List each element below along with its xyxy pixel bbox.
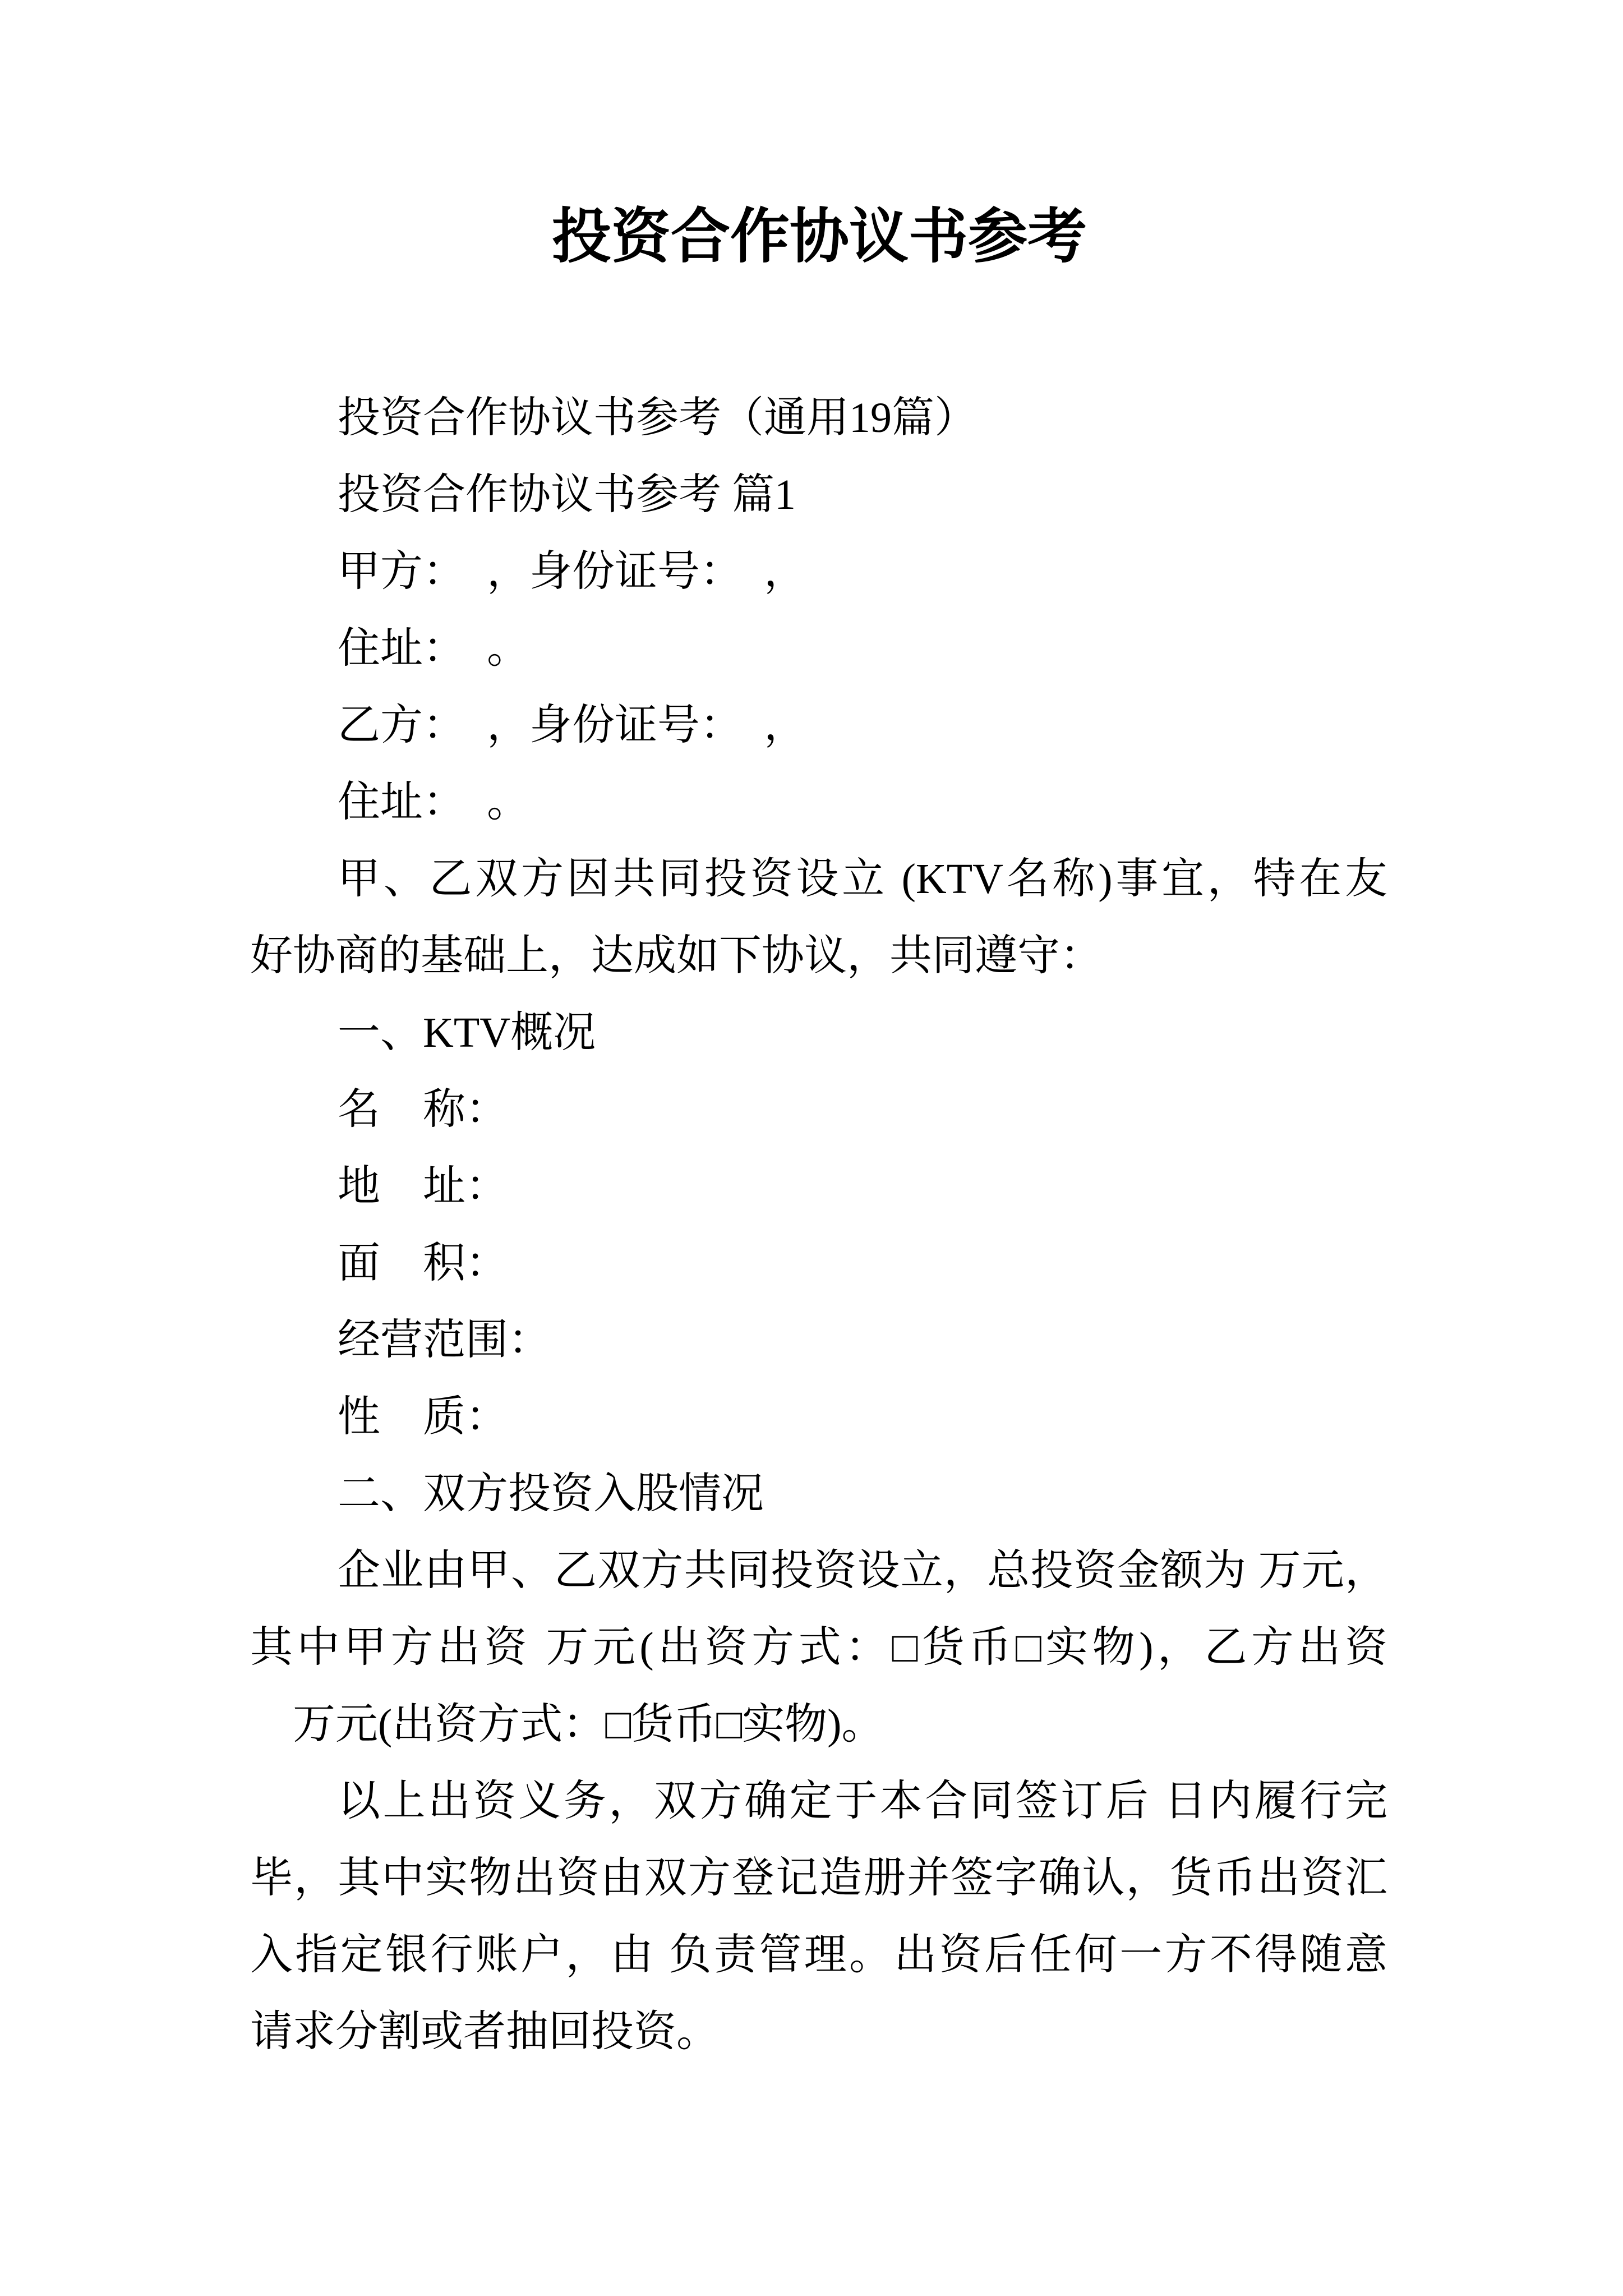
text-line: 名 称： [338,1086,508,1133]
text-line: 以上出资义务，双方确定于本合同签订后 日内履行完 [338,1778,1387,1825]
document-body [250,380,1387,2070]
contribution-terms-paragraph [250,1763,1387,2070]
text-line: 入指定银行账户，由 负责管理。出资后任何一方不得随意 [250,1931,1387,1978]
text-line: 二、双方投资入股情况 [338,1470,764,1517]
field-nature [250,1379,1387,1456]
field-address [250,1148,1387,1225]
text-line: 投资合作协议书参考（通用19篇） [338,394,977,441]
article-heading [250,457,1387,533]
collection-heading [250,380,1387,457]
text-line: 万元(出资方式：□货币□实物)。 [250,1701,884,1748]
text-line: 一、KTV概况 [338,1009,596,1056]
text-line: 请求分割或者抽回投资。 [250,2008,719,2055]
text-line: 甲方： ，身份证号： ， [338,548,806,595]
party-b-id-line [250,687,1387,764]
text-line: 其中甲方出资 万元(出资方式：□货币□实物)，乙方出资 [250,1624,1387,1671]
text-line: 好协商的基础上，达成如下协议，共同遵守： [250,932,1103,979]
section-heading-ktv-overview [250,995,1387,1071]
text-line: 性 质： [338,1393,508,1441]
document-title: 投资合作协议书参考 [552,201,1087,271]
text-line: 毕，其中实物出资由双方登记造册并签字确认，货币出资汇 [250,1855,1387,1902]
party-a-id-line [250,533,1387,610]
text-line: 甲、乙双方因共同投资设立 (KTV名称)事宜，特在友 [338,855,1387,903]
preamble-paragraph [250,841,1387,995]
field-name [250,1071,1387,1148]
text-line: 乙方： ，身份证号： ， [338,702,806,749]
field-area [250,1225,1387,1302]
investment-amount-paragraph [250,1533,1387,1763]
text-line: 企业由甲、乙双方共同投资设立，总投资金额为 万元， [338,1547,1387,1594]
text-line: 住址： 。 [338,625,529,672]
text-line: 经营范围： [338,1317,551,1364]
text-line: 地 址： [338,1163,508,1210]
party-b-address-line [250,764,1387,841]
party-a-address-line [250,610,1387,687]
field-business-scope [250,1302,1387,1379]
section-heading-investment [250,1456,1387,1533]
text-line: 投资合作协议书参考 篇1 [338,471,796,518]
text-line: 面 积： [338,1240,508,1287]
text-line: 住址： 。 [338,779,529,826]
